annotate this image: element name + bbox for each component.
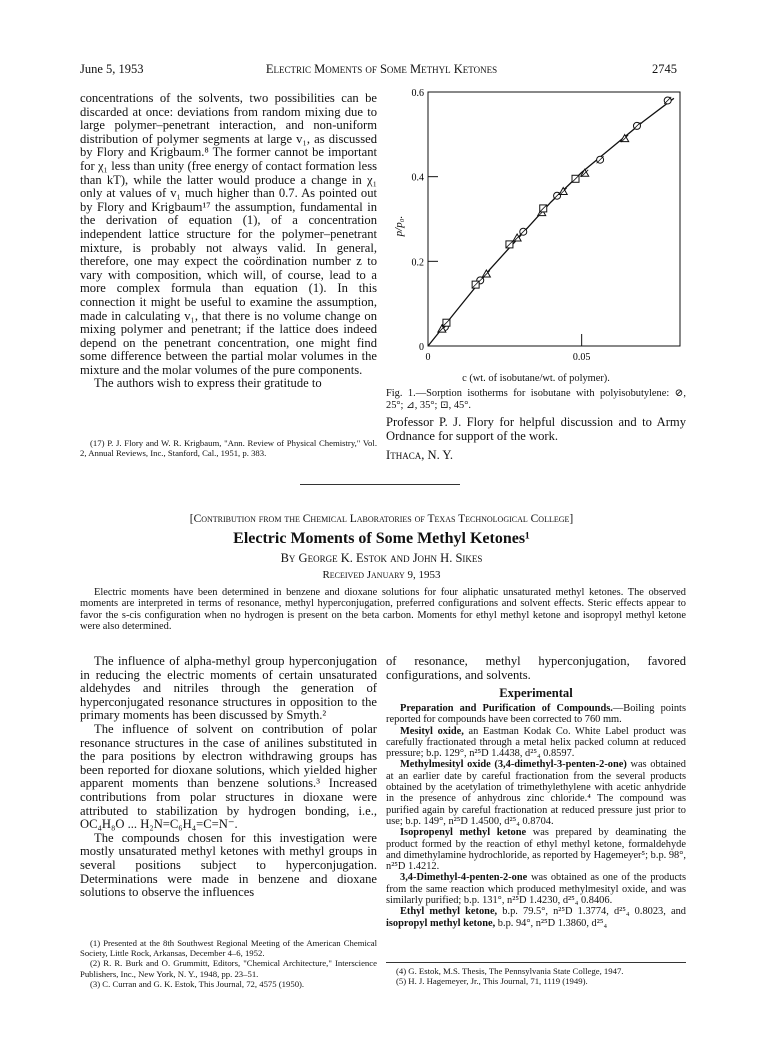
footnote-2: (2) R. R. Burk and O. Grummitt, Editors, "Chemical Architecture," Interscience Publishers, Inc., New York, N. Y., 1948, pp. 23–51.	[80, 958, 377, 979]
x-axis-label: c (wt. of isobutane/wt. of polymer).	[462, 373, 610, 384]
isopropenyl-text: was prepared by deaminating the product formed by the reaction of ethyl methyl ketone, formaldehyde and dimethylamine hydrochloride, as reported by Hagemeyer⁵; b.p. 98°, n²⁵D 1.4212.	[386, 827, 687, 873]
figure-1	[386, 86, 686, 376]
dimethylpentenone-heading: 3,4-Dimethyl-4-penten-2-one	[400, 872, 528, 884]
running-title: Electric Moments of Some Methyl Ketones	[265, 62, 498, 76]
left-top-paragraph: concentrations of the solvents, two possibilities can be discarded at once: deviations from random mixing due to large polymer–penetrant interaction, and non-uniform distribution of polymer segments at large v₁, as discussed by Flory and Krigbaum.⁸ The former cannot be important for χ₁ less than unity (free energy of contact formation less than kT), while the latter would produce a change in χ₁ only at values of v₁ much higher than 0.7. As pointed out by Flory and Krigbaum¹⁷ the assumption, fundamental in the derivation of equation (1), of a concentration independent lattice structure for the polymer–penetrant mixture, is probably not always valid. In general, therefore, one may expect the coördination number z to vary with composition, which will, of course, lead to a more complex formula than equation (1). In this connection it might be useful to examine the assumption, made in calculating v₁, that there is no volume change on mixing polymer and penetrant; if the lattice does indeed depend on the penetrant concentration, one might find some difference between the partial molar volumes in the mixture and the molar volumes of the pure components.	[80, 91, 377, 377]
footnote-4: (4) G. Estok, M.S. Thesis, The Pennsylvania State College, 1947.	[396, 966, 624, 976]
prep-heading: Preparation and Purification of Compounds.	[400, 703, 613, 714]
page-number: 2745	[652, 62, 677, 76]
y-tick-label: 0.2	[411, 257, 424, 269]
acknowledgment-start: The authors wish to express their gratitude to	[94, 376, 322, 391]
right-bottom-column-intro	[386, 655, 686, 704]
mesityl-text: an Eastman Kodak Co. White Label product was carefully fractionated through a metal helix packed column at reduced pressure; b.p. 129°, n²⁵D 1.4438, d²⁵₄ 0.8597.	[386, 725, 686, 760]
methylmesityl-text: was obtained at an earlier date by careful fractionation from the several products obtained by the acetylation of trimethylethylene with acetic anhydride in the presence of anhydrous zinc chloride.⁴ The compound was purified again by careful fractionation at reduced pressure just prior to use; b.p. 149°, n²⁵D 1.4500, d²⁵₄ 0.8704.	[386, 759, 686, 827]
dimethylpentenone-text: was obtained as one of the products from the same reaction which produced methylmesityl oxide, and was similarly purified; b.p. 131°, n²⁵D 1.4230, d²⁵₄ 0.8406.	[386, 872, 686, 907]
article-title: Electric Moments of Some Methyl Ketones¹	[233, 530, 530, 547]
address: Ithaca, N. Y.	[386, 448, 454, 463]
y-tick-label: 0	[419, 342, 424, 353]
intro-paragraph-3: The compounds chosen for this investigation were mostly unsaturated methyl ketones with methyl groups in several positions subject to hyperconjugation. Determinations were made in benzene and dioxane solutions to observe the influences	[80, 830, 377, 900]
methylmesityl-heading: Methylmesityl oxide (3,4-dimethyl-3-penten-2-one)	[400, 759, 627, 771]
prep-text: —Boiling points reported for compounds have been corrected to 760 mm.	[386, 703, 686, 726]
experimental-section	[386, 703, 686, 929]
left-top-column	[80, 92, 377, 391]
y-tick-label: 0.4	[411, 172, 424, 184]
section-divider	[300, 484, 460, 485]
left-footnotes	[80, 938, 377, 989]
right-top-column	[386, 416, 686, 463]
x-tick-label: 0.05	[572, 352, 591, 363]
plot-frame	[428, 92, 680, 346]
ethyl-methyl-ketone-text: b.p. 79.5°, n²⁵D 1.3774, d²⁵₄ 0.8023, and	[497, 906, 686, 918]
left-bottom-column	[80, 655, 377, 900]
isopropyl-methyl-ketone-text: b.p. 94°, n²⁵D 1.3860, d²⁵₄	[495, 917, 608, 929]
footnote-17: (17) P. J. Flory and W. R. Krigbaum, "Ann. Review of Physical Chemistry," Vol. 2, Annual Reviews, Inc., Stanford, Cal., 1951, p. 383.	[80, 438, 377, 459]
y-axis-label: p/p₀.	[393, 215, 405, 237]
intro-paragraph-continued: of resonance, methyl hyperconjugation, favored configurations, and solvents.	[386, 654, 686, 682]
mesityl-heading: Mesityl oxide,	[400, 725, 464, 737]
intro-paragraph-1: The influence of alpha-methyl group hyperconjugation in reducing the electric moments of certain unsaturated aldehydes and nitriles through the generation of hyperconjugated resonance structures in opposition to the primary moments has been discussed by Smyth.²	[80, 654, 377, 723]
intro-paragraph-2: The influence of solvent on contribution of polar resonance structures in the case of anilines substituted in the para positions by electron withdrawing groups has been reported for dioxane solutions, which yielded higher apparent moments than benzene solutions.³ Increased contributions from polar structures in dioxane were attributed to stabilization by hydrogen bonding, i.e., OC₄H₈O ... H₂N=C₆H₄=C=N⁻.	[80, 721, 377, 832]
footnote-1: (1) Presented at the 8th Southwest Regional Meeting of the American Chemical Society, Little Rock, Arkansas, December 4–6, 1952.	[80, 938, 377, 959]
footnote-3: (3) C. Curran and G. K. Estok, This Journal, 72, 4575 (1950).	[90, 978, 305, 989]
received-date: Received January 9, 1953	[322, 569, 441, 581]
abstract: Electric moments have been determined in benzene and dioxane solutions for four aliphatic unsaturated methyl ketones. The observed moments are interpreted in terms of resonance, methyl hyperconjugation, preferred configurations and solvent effects. Steric effects appear to favor the s-cis configuration when no hydrogen is present on the beta carbon. Moments for ethyl methyl ketone and isopropyl methyl ketone were also determined.	[80, 587, 686, 632]
header-date: June 5, 1953	[80, 62, 144, 76]
ethyl-methyl-ketone-heading: Ethyl methyl ketone,	[400, 906, 498, 918]
isopropenyl-heading: Isopropenyl methyl ketone	[400, 827, 527, 839]
isopropyl-methyl-ketone-heading: isopropyl methyl ketone,	[386, 917, 496, 929]
experimental-heading: Experimental	[499, 686, 573, 701]
footnote-5: (5) H. J. Hagemeyer, Jr., This Journal, 71, 1119 (1949).	[396, 976, 588, 987]
fitted-curve	[428, 98, 674, 346]
y-tick-label: 0.6	[411, 88, 424, 99]
acknowledgment-end: Professor P. J. Flory for helpful discussion and to Army Ordnance for support of the work.	[386, 415, 686, 443]
footnote-17-block	[80, 438, 377, 458]
x-tick-label: 0	[425, 352, 431, 363]
article-authors: By George K. Estok and John H. Sikes	[280, 551, 483, 565]
footnote-rule	[386, 962, 686, 963]
figure-caption: Fig. 1.—Sorption isotherms for isobutane with polyisobutylene: ⊘, 25°; ⊿, 35°; ⊡, 45°.	[386, 388, 686, 411]
right-footnotes	[386, 966, 686, 986]
sorption-chart	[386, 86, 686, 376]
institution-line: [Contribution from the Chemical Laboratories of Texas Technological College]	[189, 513, 574, 525]
